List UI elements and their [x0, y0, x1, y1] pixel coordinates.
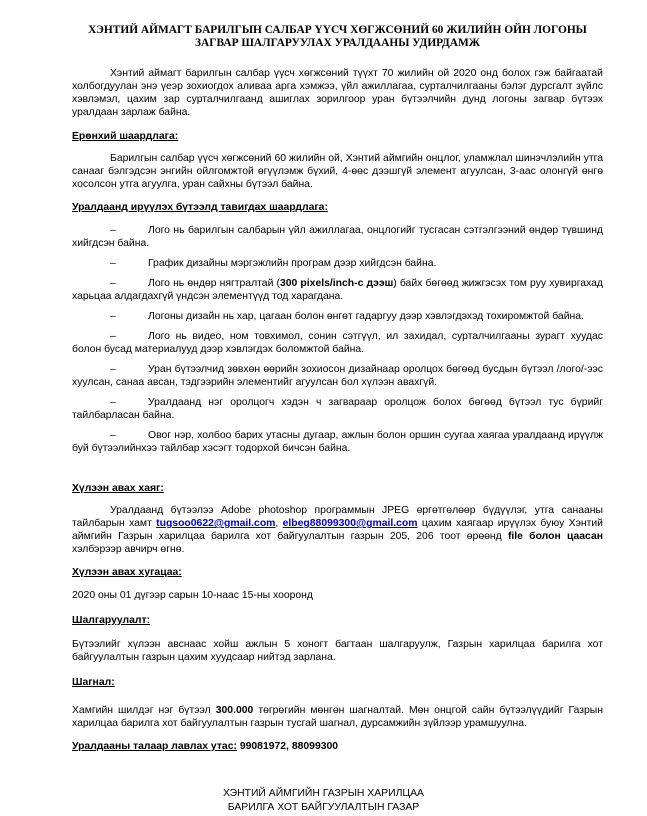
submission-text-3: хэлбэрээр авчирч өгнө. [72, 544, 185, 555]
winner-heading: Шалгаруулалт: [72, 615, 151, 626]
requirement-item [72, 429, 603, 455]
requirement-item [72, 363, 603, 389]
requirements-heading: Уралдаанд ирүүлэх бүтээлд тавигдах шаардлага: [72, 202, 328, 213]
requirement-text-part: ) байх бөгөөд жижгэсэх том руу хувиргахад харьцаа алдагдахгүй үндсэн элементүүд тод харагдана. [72, 278, 603, 302]
dash-bullet: – [110, 311, 116, 322]
email-link-2[interactable]: elbeg88099300@gmail.com [282, 518, 418, 529]
title-line-2: ЗАГВАР ШАЛГАРУУЛАХ УРАЛДААНЫ УДИРДАМЖ [195, 37, 480, 49]
requirement-text-part: Лого нь өндөр нягтралтай ( [148, 278, 280, 289]
title-line-1: ХЭНТИЙ АЙМАГТ БАРИЛГЫН САЛБАР ҮҮСЧ ХӨГЖСӨНИЙ 60 ЖИЛИЙН ОЙН ЛОГОНЫ [88, 24, 587, 36]
dash-bullet: – [110, 397, 116, 408]
dash-bullet: – [110, 331, 116, 342]
requirement-text: Уралдаанд нэг оролцогч хэдэн ч загвараар оролцож болох бөгөөд бүтээл тус бүрийг тайлбарласан байна. [72, 397, 603, 421]
winner-text: Бүтээлийг хүлээн авснаас хойш ажлын 5 хоногт багтаан шалгаруулж, Газрын харилцаа барилга хот байгуулалтын газрын цахим хуудсаар нийтэд зарлана. [72, 639, 603, 663]
document-title [72, 24, 603, 50]
prize-amount: 300.000 [215, 705, 254, 716]
requirement-text [72, 278, 603, 302]
prize-paragraph [72, 704, 603, 730]
general-paragraph: Барилгын салбар үүсч хөгжсөний 60 жилийн ой, Хэнтий аймгийн онцлог, уламжлал шинэчлэлийн утга санааг бэлгэдсэн энгийн ойлгомжтой өгүүлэмж бүхий, 4-өөс дээшгүй элемент агуулсан, 3-аас олонгүй өнгө хосолсон утга агуулга, уран сайхны бүтээл байна. [72, 153, 603, 190]
email-link-1[interactable]: tugsoo0622@gmail.com [156, 518, 276, 529]
requirement-item [72, 257, 603, 270]
requirement-item [72, 277, 603, 303]
requirement-text: Овог нэр, холбоо барих утасны дугаар, ажлын болон оршин суугаа хаягаа уралдаанд ирүүлж буй бүтээлийнхээ тайлбар хэсэгт тодорхой бичсэн байна. [72, 430, 603, 454]
requirement-item [72, 396, 603, 422]
deadline-heading: Хүлээн авах хугацаа: [72, 567, 182, 578]
contact-label: Уралдааны талаар лавлах утас: [72, 741, 237, 752]
requirement-text: Лого нь барилгын салбарын үйл ажиллагаа, онцлогийг тусгасан сэтгэлгээний өндөр түвшинд хийгдсэн байна. [72, 225, 603, 249]
intro-paragraph: Хэнтий аймагт барилгын салбар үүсч хөгжсөний түүхт 70 жилийн ой 2020 онд болох гэж байгаатай холбогдуулан энэ үеэр зохиогдох аливаа арга хэмжээ, үйл ажиллагаа, сурталчилгааны бэлэг дурсгалт зүйлс хэвлэмэл, цахим зар сурталчилгаанд ашиглах зорилгоор уран бүтээлчийн дунд логоны загвар бүтээх уралдаан зарлаж байна. [72, 68, 603, 118]
submission-text-2: цахим хаягаар ирүүлэх буюу Хэнтий аймгийн Газрын харилцаа барилга хот байгуулалтын газрын 205, 206 тоот өрөөнд [72, 518, 603, 542]
requirement-item [72, 310, 603, 323]
footer-line-1: ХЭНТИЙ АЙМГИЙН ГАЗРЫН ХАРИЛЦАА [223, 788, 424, 799]
prize-heading: Шагнал: [72, 677, 115, 688]
requirement-item [72, 330, 603, 356]
dash-bullet: – [110, 364, 116, 375]
prize-text-1: Хамгийн шилдэг нэг бүтээл [72, 705, 211, 716]
dash-bullet: – [110, 430, 116, 441]
requirement-bold-part: 300 pixels/inch-с дээш [279, 278, 394, 289]
submission-heading: Хүлээн авах хаяг: [72, 483, 164, 494]
requirement-item [72, 224, 603, 250]
requirement-text: Логоны дизайн нь хар, цагаан болон өнгөт гадаргуу дээр хэвлэгдэхэд тохиромжтой байна. [148, 311, 584, 322]
submission-text-1: Уралдаанд бүтээлээ Adobe photoshop программын JPEG өргөтгөлөөр бүдүүлэг, утга санааны тайлбарын хамт [72, 505, 603, 529]
contact-line [72, 740, 603, 753]
dash-bullet: – [110, 225, 116, 236]
dash-bullet: – [110, 258, 116, 269]
general-heading: Ерөнхий шаардлага: [72, 131, 179, 142]
requirement-text: Уран бүтээлчид зөвхөн өөрийн зохиосон дизайнаар оролцох бөгөөд бусдын бүтээл /лого/-ээс хуулсан, санаа авсан, тэдгээрийн элементийг агуулсан бол хүлээн авахгүй. [72, 364, 603, 388]
submission-bold: file болон цаасан [507, 531, 604, 542]
requirement-text: Лого нь видео, ном товхимол, сонин сэтгүүл, ил захидал, сурталчилгааны зурагт хуудас болон бусад материалууд дээр хэвлэгдэх боломжтой байна. [72, 331, 603, 355]
footer-organization [0, 787, 647, 815]
document-page [72, 24, 603, 753]
footer-line-2: БАРИЛГА ХОТ БАЙГУУЛАЛТЫН ГАЗАР [227, 802, 420, 813]
prize-text-2: төгрөгийн мөнгөн шагналтай. Мөн онцгой сайн бүтээлүүдийг Газрын харилцаа барилга хот байгуулалтын газрын тусгай шагнал, дурсамжийн зүйлээр урамшуулна. [72, 705, 604, 729]
requirement-text: График дизайны мэргэжлийн програм дээр хийгдсэн байна. [148, 258, 437, 269]
submission-paragraph: Уралдаанд бүтээлээ Adobe photoshop программын JPEG өргөтгөлөөр бүдүүлэг, утга санааны тайлбарын хамт tugsoo0622@gmail.com, elbeg88099300@gmail.com цахим хаягаар ирүүлэх буюу Хэнтий аймгийн Газрын харилцаа барилга хот байгуулалтын газрын 205, 206 тоот өрөөнд file болон цаасан хэлбэрээр авчирч өгнө. [72, 505, 604, 555]
requirements-list [72, 224, 603, 455]
dash-bullet: – [110, 278, 116, 289]
contact-phones: 99081972, 88099300 [239, 741, 339, 752]
deadline-text: 2020 оны 01 дүгээр сарын 10-наас 15-ны хооронд [72, 590, 313, 601]
